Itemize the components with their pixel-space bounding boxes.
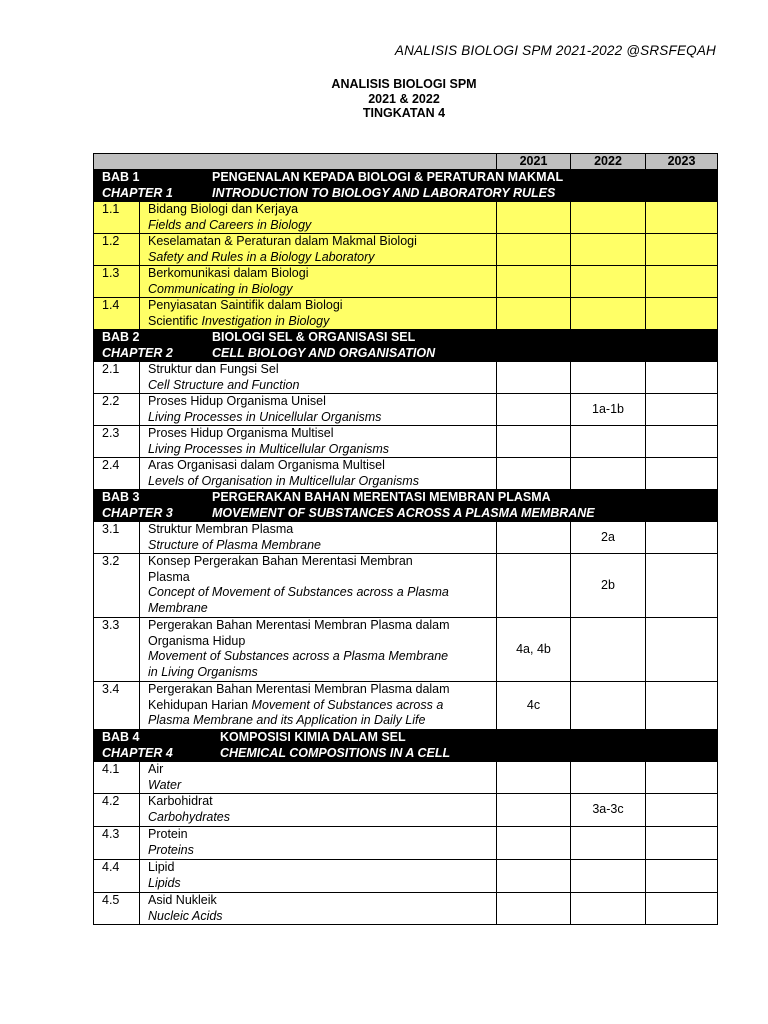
question-ref-2022 [571, 618, 646, 682]
topic-title-english: Investigation in Biology [201, 313, 330, 328]
question-ref-2023 [646, 893, 718, 925]
table-row [94, 234, 718, 266]
question-ref-2022 [571, 893, 646, 925]
topic-title-malay: Asid Nukleik [148, 893, 217, 907]
topic-number: 2.1 [94, 362, 140, 394]
topic-number: 1.4 [94, 298, 140, 330]
topic-title-malay: Struktur Membran Plasma [148, 522, 294, 536]
topic-number: 3.3 [94, 618, 140, 682]
question-ref-2023 [646, 827, 718, 860]
topic-title-malay: Kehidupan Harian [148, 697, 252, 712]
topic-title-malay: Aras Organisasi dalam Organisma Multisel [148, 458, 385, 472]
bab-label: BAB 4 [102, 730, 140, 744]
topic-number: 3.1 [94, 522, 140, 554]
table-row [94, 893, 718, 925]
topic-title-malay: Penyiasatan Saintifik dalam Biologi [148, 298, 343, 312]
topic-title-english-prefix: Scientific [148, 313, 202, 328]
year-header-2023: 2023 [646, 154, 718, 170]
running-header: ANALISIS BIOLOGI SPM 2021-2022 @SRSFEQAH [394, 43, 716, 58]
chapter-label: CHAPTER 3 [102, 505, 173, 520]
question-ref-2021 [497, 298, 571, 330]
topic-title-cell [140, 458, 497, 490]
topic-title-cell [140, 394, 497, 426]
chapter-header-cell [94, 730, 718, 762]
table-row [94, 682, 718, 730]
topic-title-cell [140, 794, 497, 827]
question-ref-2022: 2b [571, 554, 646, 618]
topic-title-cell [140, 522, 497, 554]
chapter-title-malay: KOMPOSISI KIMIA DALAM SEL [220, 730, 406, 744]
question-ref-2021: 4c [497, 682, 571, 730]
analysis-table [93, 153, 718, 925]
topic-title-cell [140, 682, 497, 730]
question-ref-2022 [571, 234, 646, 266]
title-line: 2021 & 2022 [368, 91, 440, 106]
year-header-2022: 2022 [571, 154, 646, 170]
chapter-header-cell [94, 170, 718, 202]
question-ref-2023 [646, 682, 718, 730]
topic-title-malay: Berkomunikasi dalam Biologi [148, 266, 309, 280]
question-ref-2021 [497, 362, 571, 394]
table-row [94, 202, 718, 234]
question-ref-2023 [646, 554, 718, 618]
question-ref-2021 [497, 394, 571, 426]
topic-title-malay: Air [148, 762, 164, 776]
topic-title-cell [140, 266, 497, 298]
topic-title-english: Plasma Membrane and its Application in Daily Life [148, 713, 426, 727]
table-row [94, 827, 718, 860]
topic-number: 4.5 [94, 893, 140, 925]
topic-title-english: Levels of Organisation in Multicellular Organisms [148, 473, 419, 488]
topic-title-english: Cell Structure and Function [148, 377, 300, 392]
question-ref-2023 [646, 618, 718, 682]
chapter-title-english: INTRODUCTION TO BIOLOGY AND LABORATORY RULES [212, 185, 556, 200]
document-title [0, 77, 768, 121]
header-blank-cell [94, 154, 497, 170]
question-ref-2021 [497, 893, 571, 925]
topic-title-cell [140, 362, 497, 394]
chapter-label: CHAPTER 1 [102, 185, 173, 200]
question-ref-2022 [571, 202, 646, 234]
table-row [94, 522, 718, 554]
topic-title-english: Membrane [148, 600, 208, 615]
topic-title-malay: Struktur dan Fungsi Sel [148, 362, 279, 376]
topic-title-malay: Lipid [148, 860, 175, 874]
question-ref-2021 [497, 426, 571, 458]
table-row [94, 554, 718, 618]
topic-title-english: Carbohydrates [148, 809, 230, 824]
table-header-row [94, 154, 718, 170]
topic-number: 1.3 [94, 266, 140, 298]
table-row [94, 860, 718, 893]
question-ref-2023 [646, 234, 718, 266]
topic-title-malay: Protein [148, 827, 188, 841]
table-row [94, 426, 718, 458]
table-row [94, 618, 718, 682]
topic-title-english: Living Processes in Multicellular Organisms [148, 441, 390, 456]
bab-label: BAB 1 [102, 170, 140, 184]
topic-title-malay: Organisma Hidup [148, 633, 246, 648]
question-ref-2022 [571, 860, 646, 893]
topic-number: 4.3 [94, 827, 140, 860]
question-ref-2022: 3a-3c [571, 794, 646, 827]
chapter-label: CHAPTER 4 [102, 745, 173, 760]
chapter-header-row [94, 170, 718, 202]
question-ref-2023 [646, 458, 718, 490]
question-ref-2022: 1a-1b [571, 394, 646, 426]
topic-title-cell [140, 554, 497, 618]
topic-title-malay: Pergerakan Bahan Merentasi Membran Plasma dalam [148, 618, 450, 632]
chapter-title-english: CHEMICAL COMPOSITIONS IN A CELL [220, 745, 451, 760]
question-ref-2021 [497, 794, 571, 827]
question-ref-2023 [646, 426, 718, 458]
chapter-header-row [94, 730, 718, 762]
topic-number: 3.2 [94, 554, 140, 618]
question-ref-2021: 4a, 4b [497, 618, 571, 682]
topic-title-cell [140, 426, 497, 458]
chapter-title-malay: PENGENALAN KEPADA BIOLOGI & PERATURAN MAKMAL [212, 170, 564, 184]
question-ref-2021 [497, 202, 571, 234]
topic-title-malay: Proses Hidup Organisma Multisel [148, 426, 334, 440]
topic-title-cell [140, 860, 497, 893]
bab-label: BAB 2 [102, 330, 140, 344]
question-ref-2023 [646, 362, 718, 394]
question-ref-2023 [646, 202, 718, 234]
question-ref-2022 [571, 426, 646, 458]
topic-title-cell [140, 893, 497, 925]
question-ref-2021 [497, 234, 571, 266]
table-row [94, 298, 718, 330]
topic-title-english: Fields and Careers in Biology [148, 217, 312, 232]
chapter-header-cell [94, 490, 718, 522]
topic-title-cell [140, 762, 497, 794]
topic-title-english: in Living Organisms [148, 664, 258, 679]
topic-title-english: Living Processes in Unicellular Organisms [148, 409, 382, 424]
chapter-label: CHAPTER 2 [102, 345, 173, 360]
question-ref-2022 [571, 458, 646, 490]
question-ref-2021 [497, 266, 571, 298]
question-ref-2021 [497, 554, 571, 618]
title-line: ANALISIS BIOLOGI SPM [331, 77, 477, 91]
question-ref-2023 [646, 860, 718, 893]
question-ref-2022 [571, 298, 646, 330]
topic-title-malay: Konsep Pergerakan Bahan Merentasi Membran [148, 554, 413, 568]
chapter-title-english: CELL BIOLOGY AND ORGANISATION [212, 345, 436, 360]
topic-title-english: Nucleic Acids [148, 908, 223, 923]
question-ref-2021 [497, 458, 571, 490]
topic-title-english: Communicating in Biology [148, 281, 293, 296]
topic-number: 1.1 [94, 202, 140, 234]
question-ref-2021 [497, 827, 571, 860]
question-ref-2022 [571, 762, 646, 794]
question-ref-2021 [497, 860, 571, 893]
question-ref-2023 [646, 298, 718, 330]
question-ref-2023 [646, 794, 718, 827]
topic-title-english: Lipids [148, 875, 181, 890]
question-ref-2021 [497, 522, 571, 554]
chapter-title-malay: PERGERAKAN BAHAN MERENTASI MEMBRAN PLASMA [212, 490, 551, 504]
topic-number: 2.2 [94, 394, 140, 426]
topic-number: 4.4 [94, 860, 140, 893]
topic-title-english: Proteins [148, 842, 194, 857]
question-ref-2022 [571, 266, 646, 298]
topic-title-malay: Bidang Biologi dan Kerjaya [148, 202, 299, 216]
question-ref-2022 [571, 827, 646, 860]
question-ref-2022 [571, 362, 646, 394]
topic-title-cell [140, 618, 497, 682]
chapter-header-row [94, 490, 718, 522]
table-row [94, 762, 718, 794]
question-ref-2023 [646, 762, 718, 794]
topic-number: 2.4 [94, 458, 140, 490]
chapter-title-english: MOVEMENT OF SUBSTANCES ACROSS A PLASMA MEMBRANE [212, 505, 595, 520]
topic-number: 3.4 [94, 682, 140, 730]
topic-title-english: Movement of Substances across a Plasma Membrane [148, 649, 449, 663]
question-ref-2023 [646, 266, 718, 298]
table-row [94, 458, 718, 490]
topic-title-english: Concept of Movement of Substances across a Plasma [148, 585, 449, 599]
title-line: TINGKATAN 4 [362, 106, 446, 120]
topic-title-malay: Proses Hidup Organisma Unisel [148, 394, 326, 408]
table-row [94, 394, 718, 426]
topic-title-english: Structure of Plasma Membrane [148, 537, 321, 552]
topic-title-malay: Plasma [148, 569, 190, 584]
topic-number: 2.3 [94, 426, 140, 458]
topic-title-malay: Keselamatan & Peraturan dalam Makmal Biologi [148, 234, 417, 248]
question-ref-2021 [497, 762, 571, 794]
table-row [94, 266, 718, 298]
topic-title-malay: Pergerakan Bahan Merentasi Membran Plasma dalam [148, 682, 450, 696]
topic-number: 4.1 [94, 762, 140, 794]
chapter-header-row [94, 330, 718, 362]
topic-title-cell [140, 827, 497, 860]
question-ref-2022 [571, 682, 646, 730]
topic-title-english: Safety and Rules in a Biology Laboratory [148, 249, 375, 264]
topic-title-malay: Karbohidrat [148, 794, 213, 808]
topic-title-cell [140, 298, 497, 330]
year-header-2021: 2021 [497, 154, 571, 170]
topic-number: 1.2 [94, 234, 140, 266]
topic-number: 4.2 [94, 794, 140, 827]
chapter-header-cell [94, 330, 718, 362]
topic-title-english: Water [148, 777, 182, 792]
chapter-title-malay: BIOLOGI SEL & ORGANISASI SEL [212, 330, 416, 344]
table-row [94, 362, 718, 394]
topic-title-cell [140, 202, 497, 234]
question-ref-2023 [646, 522, 718, 554]
table-row [94, 794, 718, 827]
bab-label: BAB 3 [102, 490, 140, 504]
topic-title-english: Movement of Substances across a [251, 697, 444, 712]
question-ref-2023 [646, 394, 718, 426]
topic-title-cell [140, 234, 497, 266]
question-ref-2022: 2a [571, 522, 646, 554]
